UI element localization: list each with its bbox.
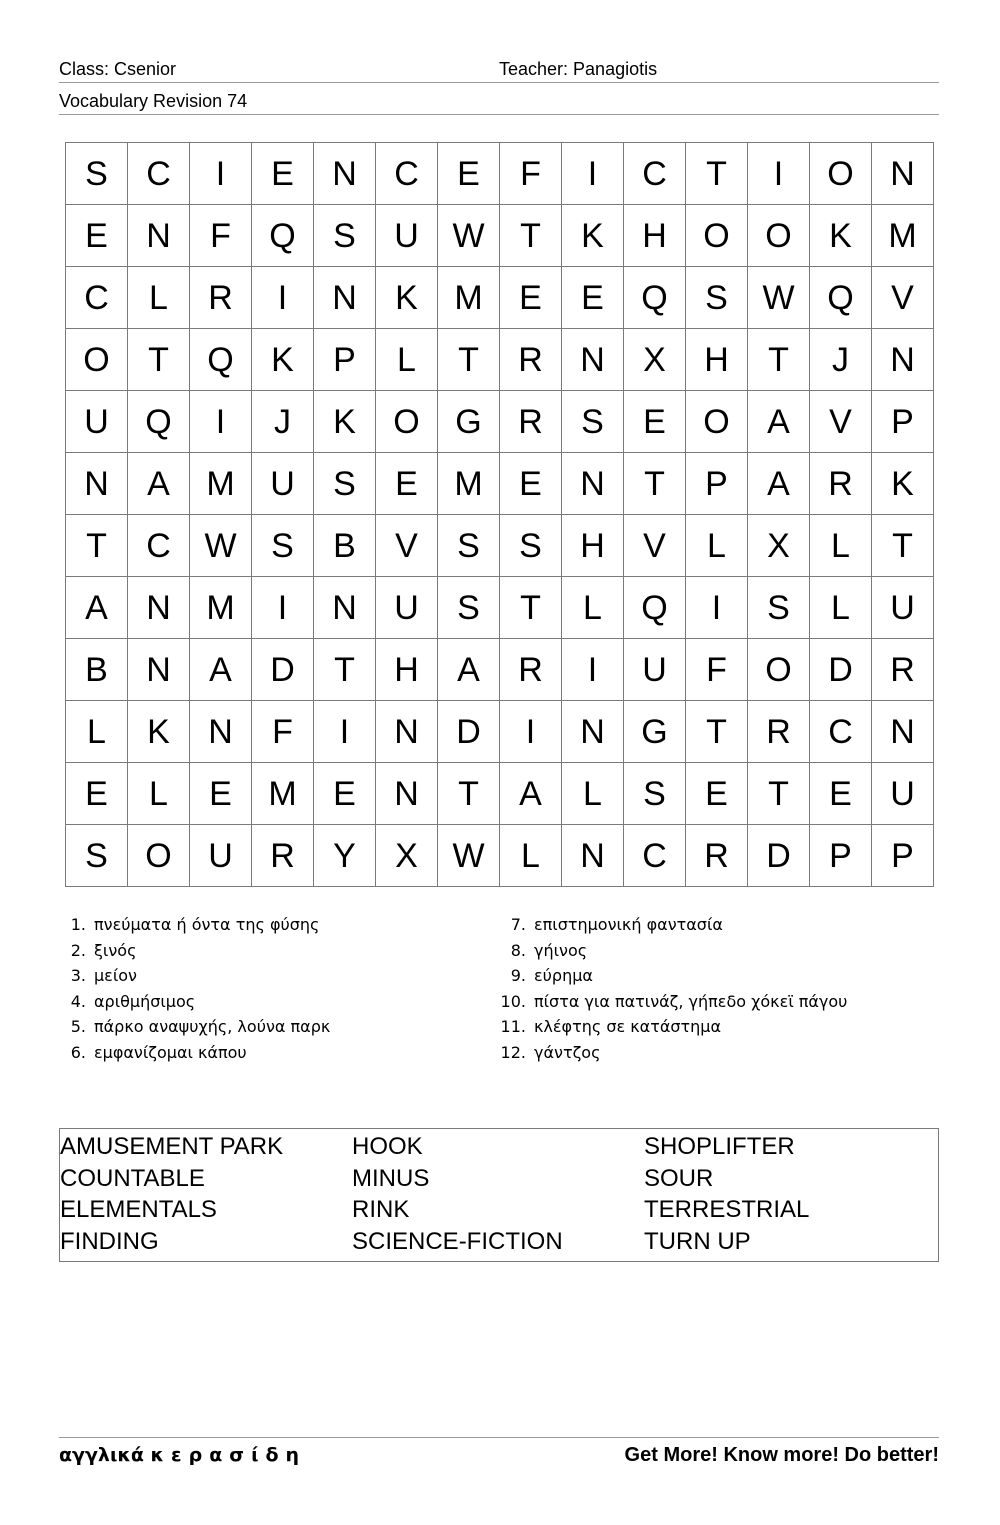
grid-cell[interactable]: K [562, 205, 624, 267]
word-bank-item: ELEMENTALS [60, 1196, 217, 1224]
grid-cell[interactable]: Q [252, 205, 314, 267]
grid-cell[interactable]: K [376, 267, 438, 329]
grid-cell[interactable]: P [686, 453, 748, 515]
grid-cell[interactable]: M [438, 453, 500, 515]
grid-cell[interactable]: K [314, 391, 376, 453]
grid-cell[interactable]: S [66, 143, 128, 205]
word-search-grid [65, 142, 934, 887]
grid-cell[interactable]: N [872, 329, 934, 391]
clue-item [50, 1014, 330, 1040]
grid-cell[interactable]: P [810, 825, 872, 887]
footer-author-word: αγγλικά [59, 1444, 144, 1466]
grid-cell[interactable]: E [66, 763, 128, 825]
grid-cell[interactable]: S [314, 205, 376, 267]
word-bank-column [60, 1131, 283, 1257]
grid-cell[interactable]: D [810, 639, 872, 701]
grid-cell[interactable]: N [562, 329, 624, 391]
clue-text: εμφανίζομαι κάπου [94, 1042, 247, 1062]
clue-list-left [50, 912, 330, 1066]
grid-cell[interactable]: A [748, 391, 810, 453]
grid-cell[interactable]: A [748, 453, 810, 515]
grid-cell[interactable]: K [128, 701, 190, 763]
grid-cell[interactable]: O [66, 329, 128, 391]
grid-cell[interactable]: E [500, 453, 562, 515]
grid-cell[interactable]: N [190, 701, 252, 763]
clue-text: αριθμήσιμος [94, 991, 196, 1011]
grid-cell[interactable]: E [810, 763, 872, 825]
grid-cell[interactable]: T [128, 329, 190, 391]
grid-cell[interactable]: N [562, 825, 624, 887]
grid-cell[interactable]: Q [128, 391, 190, 453]
grid-cell[interactable]: F [686, 639, 748, 701]
grid-cell[interactable]: V [376, 515, 438, 577]
clue-number: 1. [70, 915, 86, 934]
grid-cell[interactable]: V [872, 267, 934, 329]
grid-cell[interactable]: X [748, 515, 810, 577]
grid-cell[interactable]: U [252, 453, 314, 515]
word-bank-item: SCIENCE-FICTION [352, 1227, 563, 1255]
clue-item [50, 963, 330, 989]
grid-cell[interactable]: U [376, 577, 438, 639]
grid-cell[interactable]: U [190, 825, 252, 887]
grid-cell[interactable]: E [624, 391, 686, 453]
grid-cell[interactable]: Q [190, 329, 252, 391]
grid-cell[interactable]: K [810, 205, 872, 267]
clue-number: 3. [70, 966, 86, 986]
word-bank-item: MINUS [352, 1164, 430, 1192]
grid-cell[interactable]: T [748, 763, 810, 825]
grid-cell[interactable]: E [562, 267, 624, 329]
grid-cell[interactable]: T [748, 329, 810, 391]
clue-number: 2. [70, 940, 86, 960]
grid-cell[interactable]: K [252, 329, 314, 391]
grid-cell[interactable]: U [872, 763, 934, 825]
grid-cell[interactable]: N [314, 143, 376, 205]
grid-cell[interactable]: P [872, 825, 934, 887]
clue-number: 8. [510, 940, 526, 960]
grid-cell[interactable]: N [872, 701, 934, 763]
grid-cell[interactable]: K [872, 453, 934, 515]
grid-cell[interactable]: N [562, 453, 624, 515]
clue-text: ξινός [94, 940, 137, 960]
word-bank-item: COUNTABLE [60, 1164, 205, 1192]
grid-cell[interactable]: L [376, 329, 438, 391]
word-bank [59, 1128, 939, 1262]
grid-cell[interactable]: L [562, 763, 624, 825]
grid-cell[interactable]: S [686, 267, 748, 329]
grid-cell[interactable]: E [376, 453, 438, 515]
grid-cell[interactable]: D [748, 825, 810, 887]
clue-text: εύρημα [534, 966, 593, 986]
grid-cell[interactable]: H [624, 205, 686, 267]
grid-cell[interactable]: I [190, 143, 252, 205]
grid-cell[interactable]: L [810, 577, 872, 639]
grid-cell[interactable]: O [686, 205, 748, 267]
grid-cell[interactable]: I [748, 143, 810, 205]
grid-cell[interactable]: R [252, 825, 314, 887]
grid-cell[interactable]: T [686, 701, 748, 763]
grid-cell[interactable]: O [748, 639, 810, 701]
grid-cell[interactable]: I [500, 701, 562, 763]
clue-text: πάρκο αναψυχής, λούνα παρκ [94, 1017, 331, 1037]
grid-row [66, 205, 934, 267]
grid-cell[interactable]: T [872, 515, 934, 577]
clue-item [490, 963, 847, 989]
grid-row [66, 825, 934, 887]
clue-item [50, 1040, 330, 1066]
grid-row [66, 391, 934, 453]
grid-row [66, 453, 934, 515]
grid-cell[interactable]: I [562, 143, 624, 205]
grid-cell[interactable]: S [562, 391, 624, 453]
clue-number: 5. [70, 1017, 86, 1037]
grid-cell[interactable]: V [810, 391, 872, 453]
word-bank-item: SOUR [644, 1164, 714, 1192]
clue-item [490, 1040, 847, 1066]
teacher-label: Teacher: Panagiotis [499, 59, 658, 79]
grid-cell[interactable]: N [66, 453, 128, 515]
grid-cell[interactable]: J [252, 391, 314, 453]
word-bank-item: HOOK [352, 1133, 423, 1160]
word-bank-column [644, 1131, 809, 1257]
grid-cell[interactable]: A [500, 763, 562, 825]
grid-cell[interactable]: L [810, 515, 872, 577]
grid-cell[interactable]: R [686, 825, 748, 887]
clue-number: 4. [70, 991, 86, 1011]
clue-text: κλέφτης σε κατάστημα [534, 1017, 722, 1037]
class-label: Class: Csenior [59, 59, 177, 79]
clue-item [490, 938, 847, 964]
worksheet-title: Vocabulary Revision 74 [59, 91, 248, 111]
grid-cell[interactable]: U [624, 639, 686, 701]
grid-cell[interactable]: S [252, 515, 314, 577]
footer-author-name: κερασίδη [150, 1444, 307, 1466]
grid-row [66, 143, 934, 205]
grid-cell[interactable]: H [686, 329, 748, 391]
grid-cell[interactable]: N [314, 267, 376, 329]
grid-cell[interactable]: E [500, 267, 562, 329]
grid-cell[interactable]: R [500, 391, 562, 453]
grid-cell[interactable]: T [438, 329, 500, 391]
grid-cell[interactable]: C [128, 143, 190, 205]
grid-cell[interactable]: D [438, 701, 500, 763]
grid-cell[interactable]: C [624, 143, 686, 205]
grid-cell[interactable]: O [686, 391, 748, 453]
grid-cell[interactable]: A [438, 639, 500, 701]
footer-author [59, 1444, 306, 1466]
grid-row [66, 577, 934, 639]
grid-cell[interactable]: L [500, 825, 562, 887]
grid-cell[interactable]: H [376, 639, 438, 701]
clue-number: 7. [510, 915, 526, 934]
grid-cell[interactable]: O [376, 391, 438, 453]
grid-cell[interactable]: O [748, 205, 810, 267]
grid-cell[interactable]: B [314, 515, 376, 577]
grid-cell[interactable]: F [190, 205, 252, 267]
footer [59, 1437, 939, 1478]
grid-cell[interactable]: R [872, 639, 934, 701]
grid-cell[interactable]: P [872, 391, 934, 453]
clue-text: γήινος [534, 940, 588, 960]
grid-cell[interactable]: I [686, 577, 748, 639]
grid-cell[interactable]: I [190, 391, 252, 453]
footer-slogan: Get More! Know more! Do better! [624, 1444, 939, 1466]
clue-text: επιστημονική φαντασία [534, 915, 723, 934]
grid-row [66, 267, 934, 329]
clue-number: 6. [70, 1042, 86, 1062]
grid-cell[interactable]: M [438, 267, 500, 329]
grid-cell[interactable]: L [128, 267, 190, 329]
word-bank-column [352, 1131, 563, 1257]
clue-item [490, 989, 847, 1015]
grid-cell[interactable]: G [438, 391, 500, 453]
grid-cell[interactable]: T [66, 515, 128, 577]
grid-cell[interactable]: R [500, 329, 562, 391]
clue-text: γάντζος [534, 1042, 601, 1062]
grid-cell[interactable]: E [686, 763, 748, 825]
grid-cell[interactable]: E [190, 763, 252, 825]
grid-cell[interactable]: M [190, 453, 252, 515]
grid-cell[interactable]: M [252, 763, 314, 825]
word-bank-item: SHOPLIFTER [644, 1133, 795, 1160]
grid-cell[interactable]: A [190, 639, 252, 701]
grid-cell[interactable]: E [314, 763, 376, 825]
grid-cell[interactable]: N [376, 701, 438, 763]
grid-cell[interactable]: D [252, 639, 314, 701]
grid-cell[interactable]: L [686, 515, 748, 577]
clue-item [50, 938, 330, 964]
clue-number: 10. [500, 991, 526, 1011]
grid-cell[interactable]: N [314, 577, 376, 639]
grid-cell[interactable]: C [376, 143, 438, 205]
grid-cell[interactable]: C [128, 515, 190, 577]
word-bank-item: TURN UP [644, 1227, 751, 1255]
word-bank-item: AMUSEMENT PARK [60, 1133, 284, 1160]
clue-item [50, 912, 330, 938]
grid-cell[interactable]: R [500, 639, 562, 701]
grid-row [66, 639, 934, 701]
grid-cell[interactable]: M [872, 205, 934, 267]
grid-cell[interactable]: T [314, 639, 376, 701]
grid-cell[interactable]: I [252, 267, 314, 329]
grid-cell[interactable]: F [252, 701, 314, 763]
grid-cell[interactable]: S [500, 515, 562, 577]
clue-text: μείον [94, 966, 137, 986]
grid-cell[interactable]: U [66, 391, 128, 453]
clue-text: πνεύματα ή όντα της φύσης [94, 915, 320, 934]
clue-item [490, 1014, 847, 1040]
grid-cell[interactable]: S [624, 763, 686, 825]
grid-cell[interactable]: Q [810, 267, 872, 329]
grid-cell[interactable]: T [686, 143, 748, 205]
clue-text: πίστα για πατινάζ, γήπεδο χόκεϊ πάγου [534, 991, 848, 1011]
grid-cell[interactable]: G [624, 701, 686, 763]
grid-cell[interactable]: Q [624, 267, 686, 329]
grid-cell[interactable]: J [810, 329, 872, 391]
grid-cell[interactable]: O [810, 143, 872, 205]
grid-cell[interactable]: W [748, 267, 810, 329]
word-bank-item: TERRESTRIAL [644, 1196, 810, 1224]
grid-cell[interactable]: M [190, 577, 252, 639]
clue-number: 9. [510, 966, 526, 986]
grid-cell[interactable]: T [500, 205, 562, 267]
grid-cell[interactable]: E [252, 143, 314, 205]
clue-list-right [490, 912, 847, 1066]
grid-cell[interactable]: I [252, 577, 314, 639]
grid-cell[interactable]: H [562, 515, 624, 577]
grid-cell[interactable]: S [438, 515, 500, 577]
grid-cell[interactable]: E [438, 143, 500, 205]
grid-cell[interactable]: I [314, 701, 376, 763]
grid-cell[interactable]: W [190, 515, 252, 577]
header-row-class-teacher [59, 58, 939, 83]
grid-cell[interactable]: X [624, 329, 686, 391]
grid-cell[interactable]: X [376, 825, 438, 887]
grid-row [66, 701, 934, 763]
grid-cell[interactable]: A [66, 577, 128, 639]
grid-cell[interactable]: U [872, 577, 934, 639]
word-bank-item: RINK [352, 1196, 410, 1224]
grid-cell[interactable]: A [128, 453, 190, 515]
grid-row [66, 763, 934, 825]
grid-cell[interactable]: F [500, 143, 562, 205]
clue-number: 12. [500, 1042, 526, 1062]
grid-cell[interactable]: W [438, 205, 500, 267]
grid-cell[interactable]: C [66, 267, 128, 329]
grid-cell[interactable]: T [438, 763, 500, 825]
grid-row [66, 329, 934, 391]
word-bank-item: FINDING [60, 1227, 159, 1255]
grid-cell[interactable]: Q [624, 577, 686, 639]
grid-cell[interactable]: Y [314, 825, 376, 887]
grid-cell[interactable]: L [128, 763, 190, 825]
grid-cell[interactable]: C [810, 701, 872, 763]
grid-cell[interactable]: T [624, 453, 686, 515]
grid-cell[interactable]: R [190, 267, 252, 329]
grid-cell[interactable]: L [562, 577, 624, 639]
grid-cell[interactable]: S [66, 825, 128, 887]
grid-cell[interactable]: S [314, 453, 376, 515]
grid-cell[interactable]: S [438, 577, 500, 639]
grid-cell[interactable]: N [376, 763, 438, 825]
grid-cell[interactable]: T [500, 577, 562, 639]
grid-cell[interactable]: I [562, 639, 624, 701]
grid-cell[interactable]: V [624, 515, 686, 577]
grid-cell[interactable]: N [128, 639, 190, 701]
grid-row [66, 515, 934, 577]
grid-cell[interactable]: N [562, 701, 624, 763]
grid-cell[interactable]: N [872, 143, 934, 205]
grid-cell[interactable]: N [128, 205, 190, 267]
grid-cell[interactable]: U [376, 205, 438, 267]
grid-cell[interactable]: C [624, 825, 686, 887]
clue-item [50, 989, 330, 1015]
grid-cell[interactable]: L [66, 701, 128, 763]
grid-cell[interactable]: R [810, 453, 872, 515]
grid-cell[interactable]: S [748, 577, 810, 639]
grid-cell[interactable]: N [128, 577, 190, 639]
grid-cell[interactable]: B [66, 639, 128, 701]
header-row-title [59, 90, 939, 115]
clue-number: 11. [500, 1017, 526, 1037]
grid-cell[interactable]: E [66, 205, 128, 267]
grid-cell[interactable]: P [314, 329, 376, 391]
grid-cell[interactable]: R [748, 701, 810, 763]
grid-cell[interactable]: W [438, 825, 500, 887]
grid-cell[interactable]: O [128, 825, 190, 887]
clue-item [490, 912, 847, 938]
